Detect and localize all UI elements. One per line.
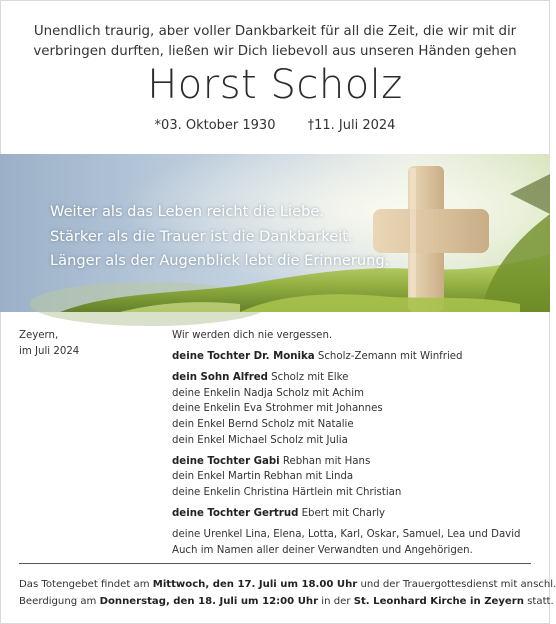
birth-date: *03. Oktober 1930 <box>154 118 276 133</box>
verse <box>50 200 389 274</box>
divider <box>19 563 531 564</box>
list-item: deine Enkelin Christina Härtlein mit Christian <box>172 486 402 498</box>
mourners-list <box>172 328 521 558</box>
list-item <box>172 349 521 365</box>
opening-line: Wir werden dich nie vergessen. <box>172 330 333 341</box>
intro-line-2: verbringen durften, ließen wir Dich liebevoll aus unseren Händen gehen <box>33 44 517 59</box>
notice-text: statt. <box>523 595 554 607</box>
notice-line-1 <box>19 577 556 594</box>
list-item: dein Enkel Bernd Scholz mit Natalie <box>172 418 354 430</box>
relation-label: deine Tochter Gabi <box>172 455 280 467</box>
list-item: Auch im Namen aller deiner Verwandten und Angehörigen. <box>172 544 473 556</box>
list-item <box>172 370 521 386</box>
notice-text: in der <box>318 595 354 607</box>
life-dates <box>0 118 550 133</box>
funeral-notice <box>19 577 556 610</box>
relation-label: deine Tochter Gertrud <box>172 507 299 519</box>
relation-names: Scholz-Zemann mit Winfried <box>314 351 463 363</box>
list-item: deine Urenkel Lina, Elena, Lotta, Karl, Oskar, Samuel, Lea und David <box>172 529 521 541</box>
deceased-name: Horst Scholz <box>147 62 403 108</box>
relation-label: dein Sohn Alfred <box>172 372 268 384</box>
death-date: †11. Juli 2024 <box>307 118 396 133</box>
notice-line-2 <box>19 594 556 611</box>
list-item: deine Enkelin Eva Strohmer mit Johannes <box>172 403 383 415</box>
list-item: dein Enkel Martin Rebhan mit Linda <box>172 471 354 483</box>
list-item <box>172 454 521 470</box>
verse-line-2: Stärker als die Trauer ist die Dankbarkeit. <box>50 227 353 245</box>
place-town: Zeyern, <box>19 330 59 341</box>
list-item: deine Enkelin Nadja Scholz mit Achim <box>172 387 364 399</box>
verse-line-3: Länger als der Augenblick lebt die Erinnerung. <box>50 252 390 269</box>
list-item: dein Enkel Michael Scholz mit Julia <box>172 434 348 446</box>
relation-names: Scholz mit Elke <box>267 372 349 384</box>
relation-names: Rebhan mit Hans <box>279 455 371 467</box>
notice-text: Beerdigung am <box>19 595 100 607</box>
intro-text <box>0 22 550 62</box>
church-name: St. Leonhard Kirche in Zeyern <box>353 595 524 607</box>
list-item <box>172 506 521 522</box>
place-and-date <box>19 328 79 359</box>
prayer-datetime: Mittwoch, den 17. Juli um 18.00 Uhr <box>152 579 358 590</box>
relation-names: Ebert mit Charly <box>298 507 386 519</box>
burial-datetime: Donnerstag, den 18. Juli um 12:00 Uhr <box>99 595 319 607</box>
place-date: im Juli 2024 <box>19 345 80 357</box>
notice-text: Das Totengebet findet am <box>19 579 153 590</box>
relation-label: deine Tochter Dr. Monika <box>172 351 315 363</box>
intro-line-1: Unendlich traurig, aber voller Dankbarkeit für all die Zeit, die wir mit dir <box>33 24 517 39</box>
notice-text: und der Trauergottesdienst mit anschl. <box>357 579 556 590</box>
verse-line-1: Weiter als das Leben reicht die Liebe. <box>50 203 324 220</box>
